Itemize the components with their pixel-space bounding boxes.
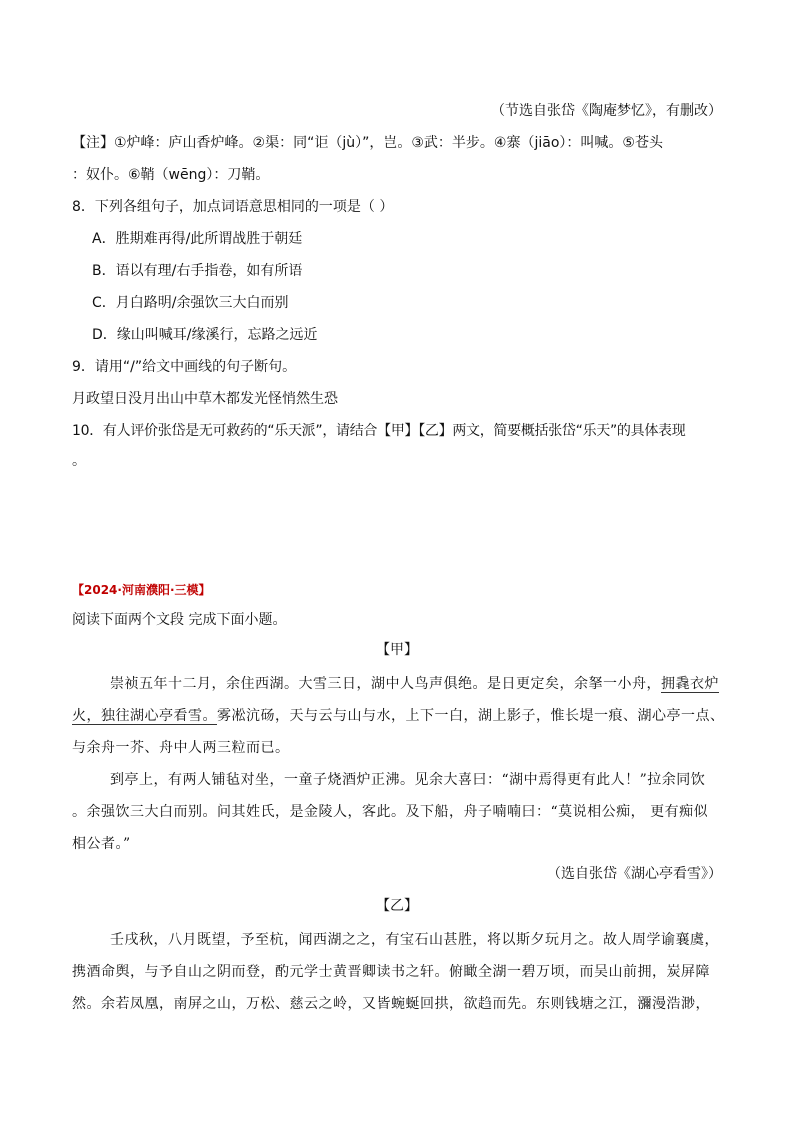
question-10: 10．有人评价张岱是无可救药的“乐天派”，请结合【甲】【乙】两文，简要概括张岱“乐天”的具体表现 [72, 423, 686, 439]
option-a: A．胜期难再得/此所谓战胜于朝廷 [92, 231, 303, 247]
question-10-tail: 。 [72, 453, 86, 469]
question-9-sentence: 月政望日没月出山中草木都发光怪悄然生恐 [72, 391, 338, 407]
source-note-1: （节选自张岱《陶庵梦忆》，有删改） [491, 103, 722, 119]
source-tag: 【2024·河南濮阳·三模】 [72, 583, 211, 597]
passage-yi-line-2: 携酒命舆，与予自山之阴而登，酌元学士黄晋卿读书之轩。俯瞰全湖一碧万顷，而吴山前拥，炭屏障 [72, 964, 710, 980]
question-8: 8．下列各组句子，加点词语意思相同的一项是（ ） [72, 199, 394, 215]
passage-yi-title: 【乙】 [376, 898, 418, 914]
passage-jia-title: 【甲】 [376, 642, 418, 658]
option-c: C．月白路明/余强饮三大白而别 [92, 295, 289, 311]
passage-jia-line-3: 与余舟一芥、舟中人两三粒而已。 [72, 740, 290, 756]
passage-jia-line-5: 。余强饮三大白而别。问其姓氏，是金陵人，客此。及下船，舟子喃喃曰：“莫说相公痴， 更有痴似 [72, 804, 709, 820]
passage-text: 崇祯五年十二月，余住西湖。大雪三日，湖中人鸟声俱绝。是日更定矣，余拏一小舟， [110, 676, 661, 692]
option-d: D．缘山叫喊耳/缘溪行，忘路之远近 [92, 327, 318, 343]
passage-yi-line-1: 壬戌秋，八月既望，予至杭，闻西湖之之，有宝石山甚胜，将以斯夕玩月之。故人周学谕襄虞， [110, 932, 719, 948]
annotation-line-1: 【注】①炉峰：庐山香炉峰。②渠：同“讵（jù）”，岂。③武：半步。④寨（jiāo）：叫喊。⑤苍头 [72, 135, 663, 151]
option-b: B．语以有理/右手指卷，如有所语 [92, 263, 303, 279]
annotation-line-2: ：奴仆。⑥鞘（wēng）：刀鞘。 [72, 167, 270, 183]
passage-jia-line-6: 相公者。” [72, 836, 131, 852]
question-9: 9．请用“/”给文中画线的句子断句。 [72, 359, 297, 375]
passage-text: 雾凇沆砀，天与云与山与水，上下一白，湖上影子，惟长堤一痕、湖心亭一点、 [217, 708, 725, 724]
underlined-sentence: 火，独往湖心亭看雪。 [72, 708, 217, 724]
passage-jia-line-1 [110, 674, 719, 694]
passage-jia-line-4: 到亭上，有两人铺毡对坐，一童子烧酒炉正沸。见余大喜曰：“湖中焉得更有此人！”拉余同饮 [110, 772, 706, 788]
underlined-sentence: 拥毳衣炉 [661, 676, 719, 692]
reading-instruction: 阅读下面两个文段 完成下面小题。 [72, 612, 287, 628]
passage-jia-line-2 [72, 706, 725, 726]
passage-yi-line-3: 然。余若凤凰，南屏之山，万松、慈云之岭，又皆蜿蜒回拱，欲趋而先。东则钱塘之江，瀰漫浩渺， [72, 996, 710, 1012]
source-note-2: （选自张岱《湖心亭看雪》） [547, 866, 722, 882]
